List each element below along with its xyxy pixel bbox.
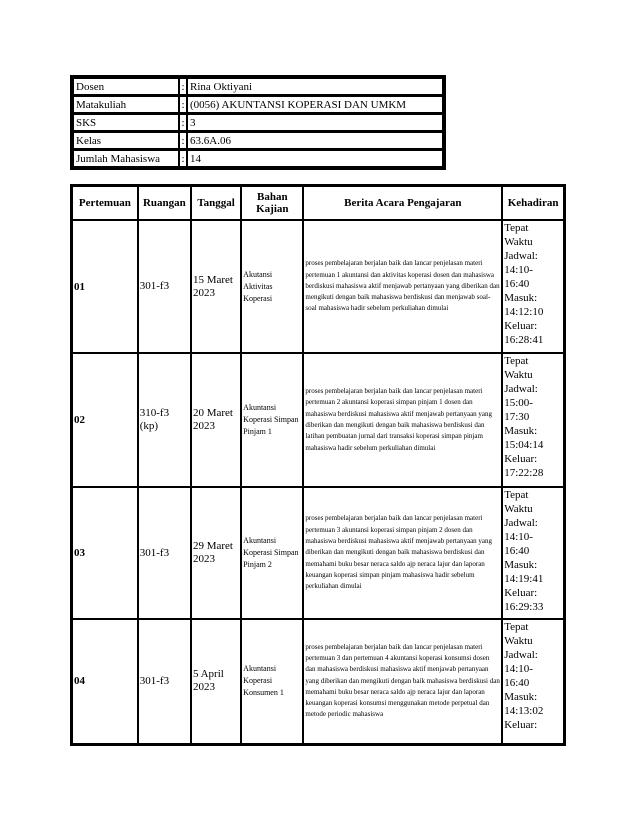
kehadiran-line: Tepat: [504, 489, 529, 501]
kehadiran-line: 16:40: [504, 677, 530, 689]
tanggal-cell: 15 Maret 2023: [191, 220, 241, 353]
info-separator: :: [179, 95, 187, 113]
kehadiran-lines: [504, 221, 562, 347]
berita-acara-cell: proses pembelajaran berjalan baik dan lancar penjelasan materi pertemuan 2 akuntansi koperasi simpan pinjam 1 dosen dan mahasiswa berdiskusi mahasiswa aktif menjawab pertanyaan yang diberikan dan mengikuti dengan baik mahasiswa berdiskusi dan latihan pembuatan jurnal dari transaksi koperasi simpan pinjam mahasiswa hadir sebelum perkuliahan dimulai: [303, 353, 502, 487]
header-berita-acara: Berita Acara Pengajaran: [303, 186, 502, 221]
kehadiran-line: Waktu: [504, 369, 533, 381]
kehadiran-line: 14:10-: [504, 531, 533, 543]
kehadiran-line: Keluar:: [504, 320, 538, 332]
bahan-kajian-cell: Akutansi Aktivitas Koperasi: [241, 220, 303, 353]
kehadiran-lines: [504, 354, 562, 480]
kehadiran-line: 17:30: [504, 411, 530, 423]
kehadiran-line: Tepat: [504, 621, 529, 633]
berita-acara-cell: proses pembelajaran berjalan baik dan lancar penjelasan materi pertemuan 3 dan pertemuan 4 akuntansi koperasi konsumsi dosen dan mahasiswa berdiskusi mahasiswa aktif menjawab pertanyaan yang diberikan dan mengikuti dengan baik mahasiswa berdiskusi dan memahami buku besar neraca saldo ajp neraca lajur dan laporan keuangan koperasi konsumsi menggunakan metode perpetual dan metode periodic mahasiswa: [303, 619, 502, 744]
kehadiran-line: 14:13:02: [504, 705, 544, 717]
header-ruangan: Ruangan: [138, 186, 191, 221]
pertemuan-cell: 03: [72, 487, 138, 619]
kehadiran-line: Keluar:: [504, 587, 538, 599]
kehadiran-line: Jadwal:: [504, 383, 538, 395]
kehadiran-line: Masuk:: [504, 559, 538, 571]
header-kehadiran: Kehadiran: [502, 186, 564, 221]
course-info-table: [70, 75, 446, 170]
kehadiran-line: Tepat: [504, 355, 529, 367]
kehadiran-line: 15:00-: [504, 397, 533, 409]
header-pertemuan: Pertemuan: [72, 186, 138, 221]
kehadiran-cell: [502, 220, 564, 353]
kehadiran-line: Jadwal:: [504, 649, 538, 661]
attendance-header-row: [72, 186, 565, 221]
kehadiran-line: 16:40: [504, 545, 530, 557]
info-value: 14: [187, 149, 443, 167]
kehadiran-lines: [504, 488, 562, 614]
bahan-kajian-cell: Akuntansi Koperasi Konsumen 1: [241, 619, 303, 744]
info-label: Kelas: [73, 131, 179, 149]
kehadiran-line: Jadwal:: [504, 517, 538, 529]
kehadiran-line: Jadwal:: [504, 250, 538, 262]
header-tanggal: Tanggal: [191, 186, 241, 221]
ruangan-cell: 301-f3: [138, 487, 191, 619]
tanggal-cell: 20 Maret 2023: [191, 353, 241, 487]
tanggal-cell: 5 April 2023: [191, 619, 241, 744]
kehadiran-line: 16:29:33: [504, 601, 544, 613]
table-row: [72, 619, 565, 744]
info-separator: :: [179, 78, 187, 95]
kehadiran-line: Keluar:: [504, 453, 538, 465]
kehadiran-lines: [504, 620, 562, 732]
pertemuan-cell: 04: [72, 619, 138, 744]
kehadiran-line: 14:10-: [504, 264, 533, 276]
kehadiran-line: Waktu: [504, 503, 533, 515]
info-value: 3: [187, 113, 443, 131]
info-value: Rina Oktiyani: [187, 78, 443, 95]
header-bahan-kajian: Bahan Kajian: [241, 186, 303, 221]
info-separator: :: [179, 149, 187, 167]
info-value: 63.6A.06: [187, 131, 443, 149]
info-label: Dosen: [73, 78, 179, 95]
kehadiran-line: Waktu: [504, 635, 533, 647]
kehadiran-line: 17:22:28: [504, 467, 544, 479]
bahan-kajian-cell: Akuntansi Koperasi Simpan Pinjam 1: [241, 353, 303, 487]
kehadiran-cell: [502, 619, 564, 744]
ruangan-cell: 301-f3: [138, 619, 191, 744]
kehadiran-cell: [502, 353, 564, 487]
bahan-kajian-cell: Akuntansi Koperasi Simpan Pinjam 2: [241, 487, 303, 619]
info-row-sks: [73, 113, 443, 131]
info-value: (0056) AKUNTANSI KOPERASI DAN UMKM: [187, 95, 443, 113]
berita-acara-cell: proses pembelajaran berjalan baik dan lancar penjelasan materi pertemuan 3 akuntansi koperasi simpan pinjam 2 dosen dan mahasiswa berdiskusi mahasiswa aktif menjawab pertanyaan yang diberikan dan mengikuti dengan baik mahasiswa berdiskusi dan memahami buku besar neraca saldo ajp neraca lajur dan laporan keuangan koperasi simpan pinjam mahasiswa hadir sebelum perkuliahan dimulai: [303, 487, 502, 619]
kehadiran-cell: [502, 487, 564, 619]
attendance-table: [70, 184, 566, 746]
kehadiran-line: Tepat: [504, 222, 529, 234]
pertemuan-cell: 02: [72, 353, 138, 487]
info-label: Jumlah Mahasiswa: [73, 149, 179, 167]
kehadiran-line: 15:04:14: [504, 439, 544, 451]
info-label: Matakuliah: [73, 95, 179, 113]
ruangan-cell: 310-f3 (kp): [138, 353, 191, 487]
table-row: [72, 353, 565, 487]
kehadiran-line: 16:40: [504, 278, 530, 290]
ruangan-cell: 301-f3: [138, 220, 191, 353]
info-row-jumlah-mahasiswa: [73, 149, 443, 167]
table-row: [72, 487, 565, 619]
kehadiran-line: 14:12:10: [504, 306, 544, 318]
kehadiran-line: 14:10-: [504, 663, 533, 675]
tanggal-cell: 29 Maret 2023: [191, 487, 241, 619]
kehadiran-line: 16:28:41: [504, 334, 544, 346]
info-separator: :: [179, 113, 187, 131]
kehadiran-line: Masuk:: [504, 292, 538, 304]
info-separator: :: [179, 131, 187, 149]
info-label: SKS: [73, 113, 179, 131]
kehadiran-line: Keluar:: [504, 719, 538, 731]
pertemuan-cell: 01: [72, 220, 138, 353]
kehadiran-line: Waktu: [504, 236, 533, 248]
table-row: [72, 220, 565, 353]
berita-acara-cell: proses pembelajaran berjalan baik dan lancar penjelasan materi pertemuan 1 akuntansi dan aktivitas koperasi dosen dan mahasiswa berdiskusi mahasiswa aktif menjawab pertanyaan yang diberikan dan mengikuti dengan baik mahasiswa berdiskusi dan menjawab soal-soal mahasiswa hadir sebelum perkuliahan dimulai: [303, 220, 502, 353]
kehadiran-line: Masuk:: [504, 691, 538, 703]
info-row-matakuliah: [73, 95, 443, 113]
info-row-kelas: [73, 131, 443, 149]
info-row-dosen: [73, 78, 443, 95]
kehadiran-line: Masuk:: [504, 425, 538, 437]
kehadiran-line: 14:19:41: [504, 573, 544, 585]
